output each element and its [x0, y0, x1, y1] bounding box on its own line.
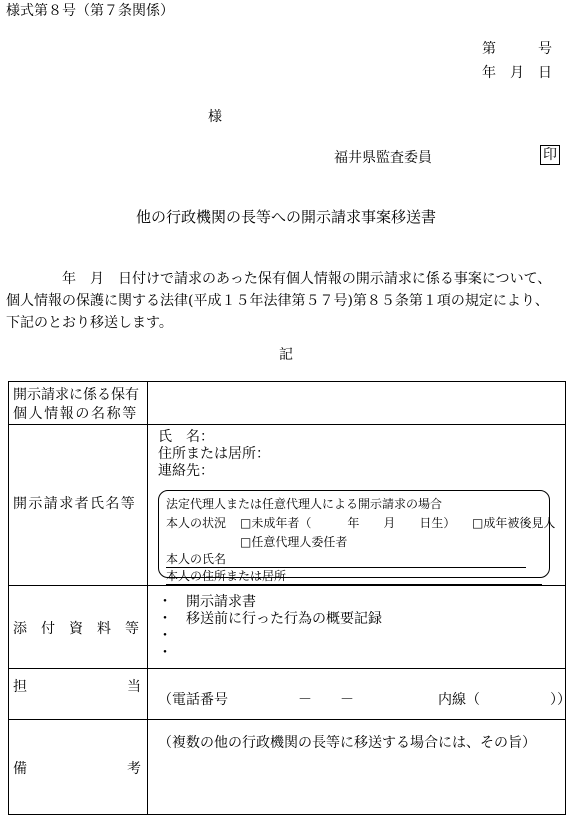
value-contact-person[interactable]	[148, 669, 571, 720]
minor-checkbox[interactable]: □未成年者（ 年 月 日生）	[240, 516, 456, 530]
row-requester	[9, 425, 566, 586]
value-info-name[interactable]	[148, 382, 566, 425]
value-attachments[interactable]	[148, 586, 566, 669]
proxy-title: 法定代理人または任意代理人による開示請求の場合	[166, 497, 443, 511]
body-line-2: 個人情報の保護に関する法律(平成１５年法律第５７号)第８５条第１項の規定により、	[6, 293, 549, 309]
attachment-item: ・ 開示請求書	[158, 594, 256, 610]
label-info-name: 開示請求に係る保有 個人情報の名称等	[9, 382, 148, 425]
attachment-item: ・ 移送前に行った行為の概要記録	[158, 611, 382, 627]
body-line-1: 年 月 日付けで請求のあった保有個人情報の開示請求に係る事案について、	[62, 271, 552, 287]
row-info-name	[9, 382, 566, 425]
requester-name-field[interactable]: 氏 名：	[158, 429, 214, 445]
attachment-item: ・	[158, 645, 186, 661]
body-line-3: 下記のとおり移送します。	[6, 315, 173, 331]
requester-contact-field[interactable]: 連絡先：	[158, 463, 214, 479]
label-requester: 開示請求者氏名等	[9, 425, 148, 586]
label-remarks: 備 考	[9, 720, 148, 815]
label-attachments: 添 付 資 料 等	[9, 586, 148, 669]
seal-mark: 印	[540, 145, 560, 165]
value-requester	[148, 425, 566, 586]
attachment-item: ・	[158, 628, 186, 644]
label-contact-person: 担 当	[9, 669, 148, 720]
requester-address-field[interactable]: 住所または居所：	[158, 446, 270, 462]
sender-name: 福井県監査委員	[334, 150, 432, 166]
addressee-suffix: 様	[208, 109, 222, 125]
row-remarks	[9, 720, 566, 815]
remarks-note: （複数の他の行政機関の長等に移送する場合には、その旨）	[158, 735, 536, 751]
form-number: 様式第８号（第７条関係）	[6, 3, 174, 19]
document-number-label: 第 号	[482, 41, 552, 57]
phone-extension-line: （電話番号 － － 内線（ ））	[158, 692, 571, 708]
date-label: 年 月 日	[482, 65, 552, 81]
transfer-details-table	[8, 381, 571, 815]
value-remarks[interactable]	[148, 720, 566, 815]
principal-name-field[interactable]: 本人の氏名	[166, 550, 526, 568]
row-attachments	[9, 586, 566, 669]
document-title: 他の行政機関の長等への開示請求事案移送書	[135, 208, 436, 226]
ki-heading: 記	[279, 347, 293, 363]
row-contact-person	[9, 669, 566, 720]
principal-status-label: 本人の状況	[166, 516, 227, 530]
principal-address-field[interactable]: 本人の住所または居所	[166, 567, 542, 585]
proxy-delegate-checkbox[interactable]: □任意代理人委任者	[240, 535, 348, 549]
adult-guardian-checkbox[interactable]: □成年被後見人	[472, 516, 556, 530]
